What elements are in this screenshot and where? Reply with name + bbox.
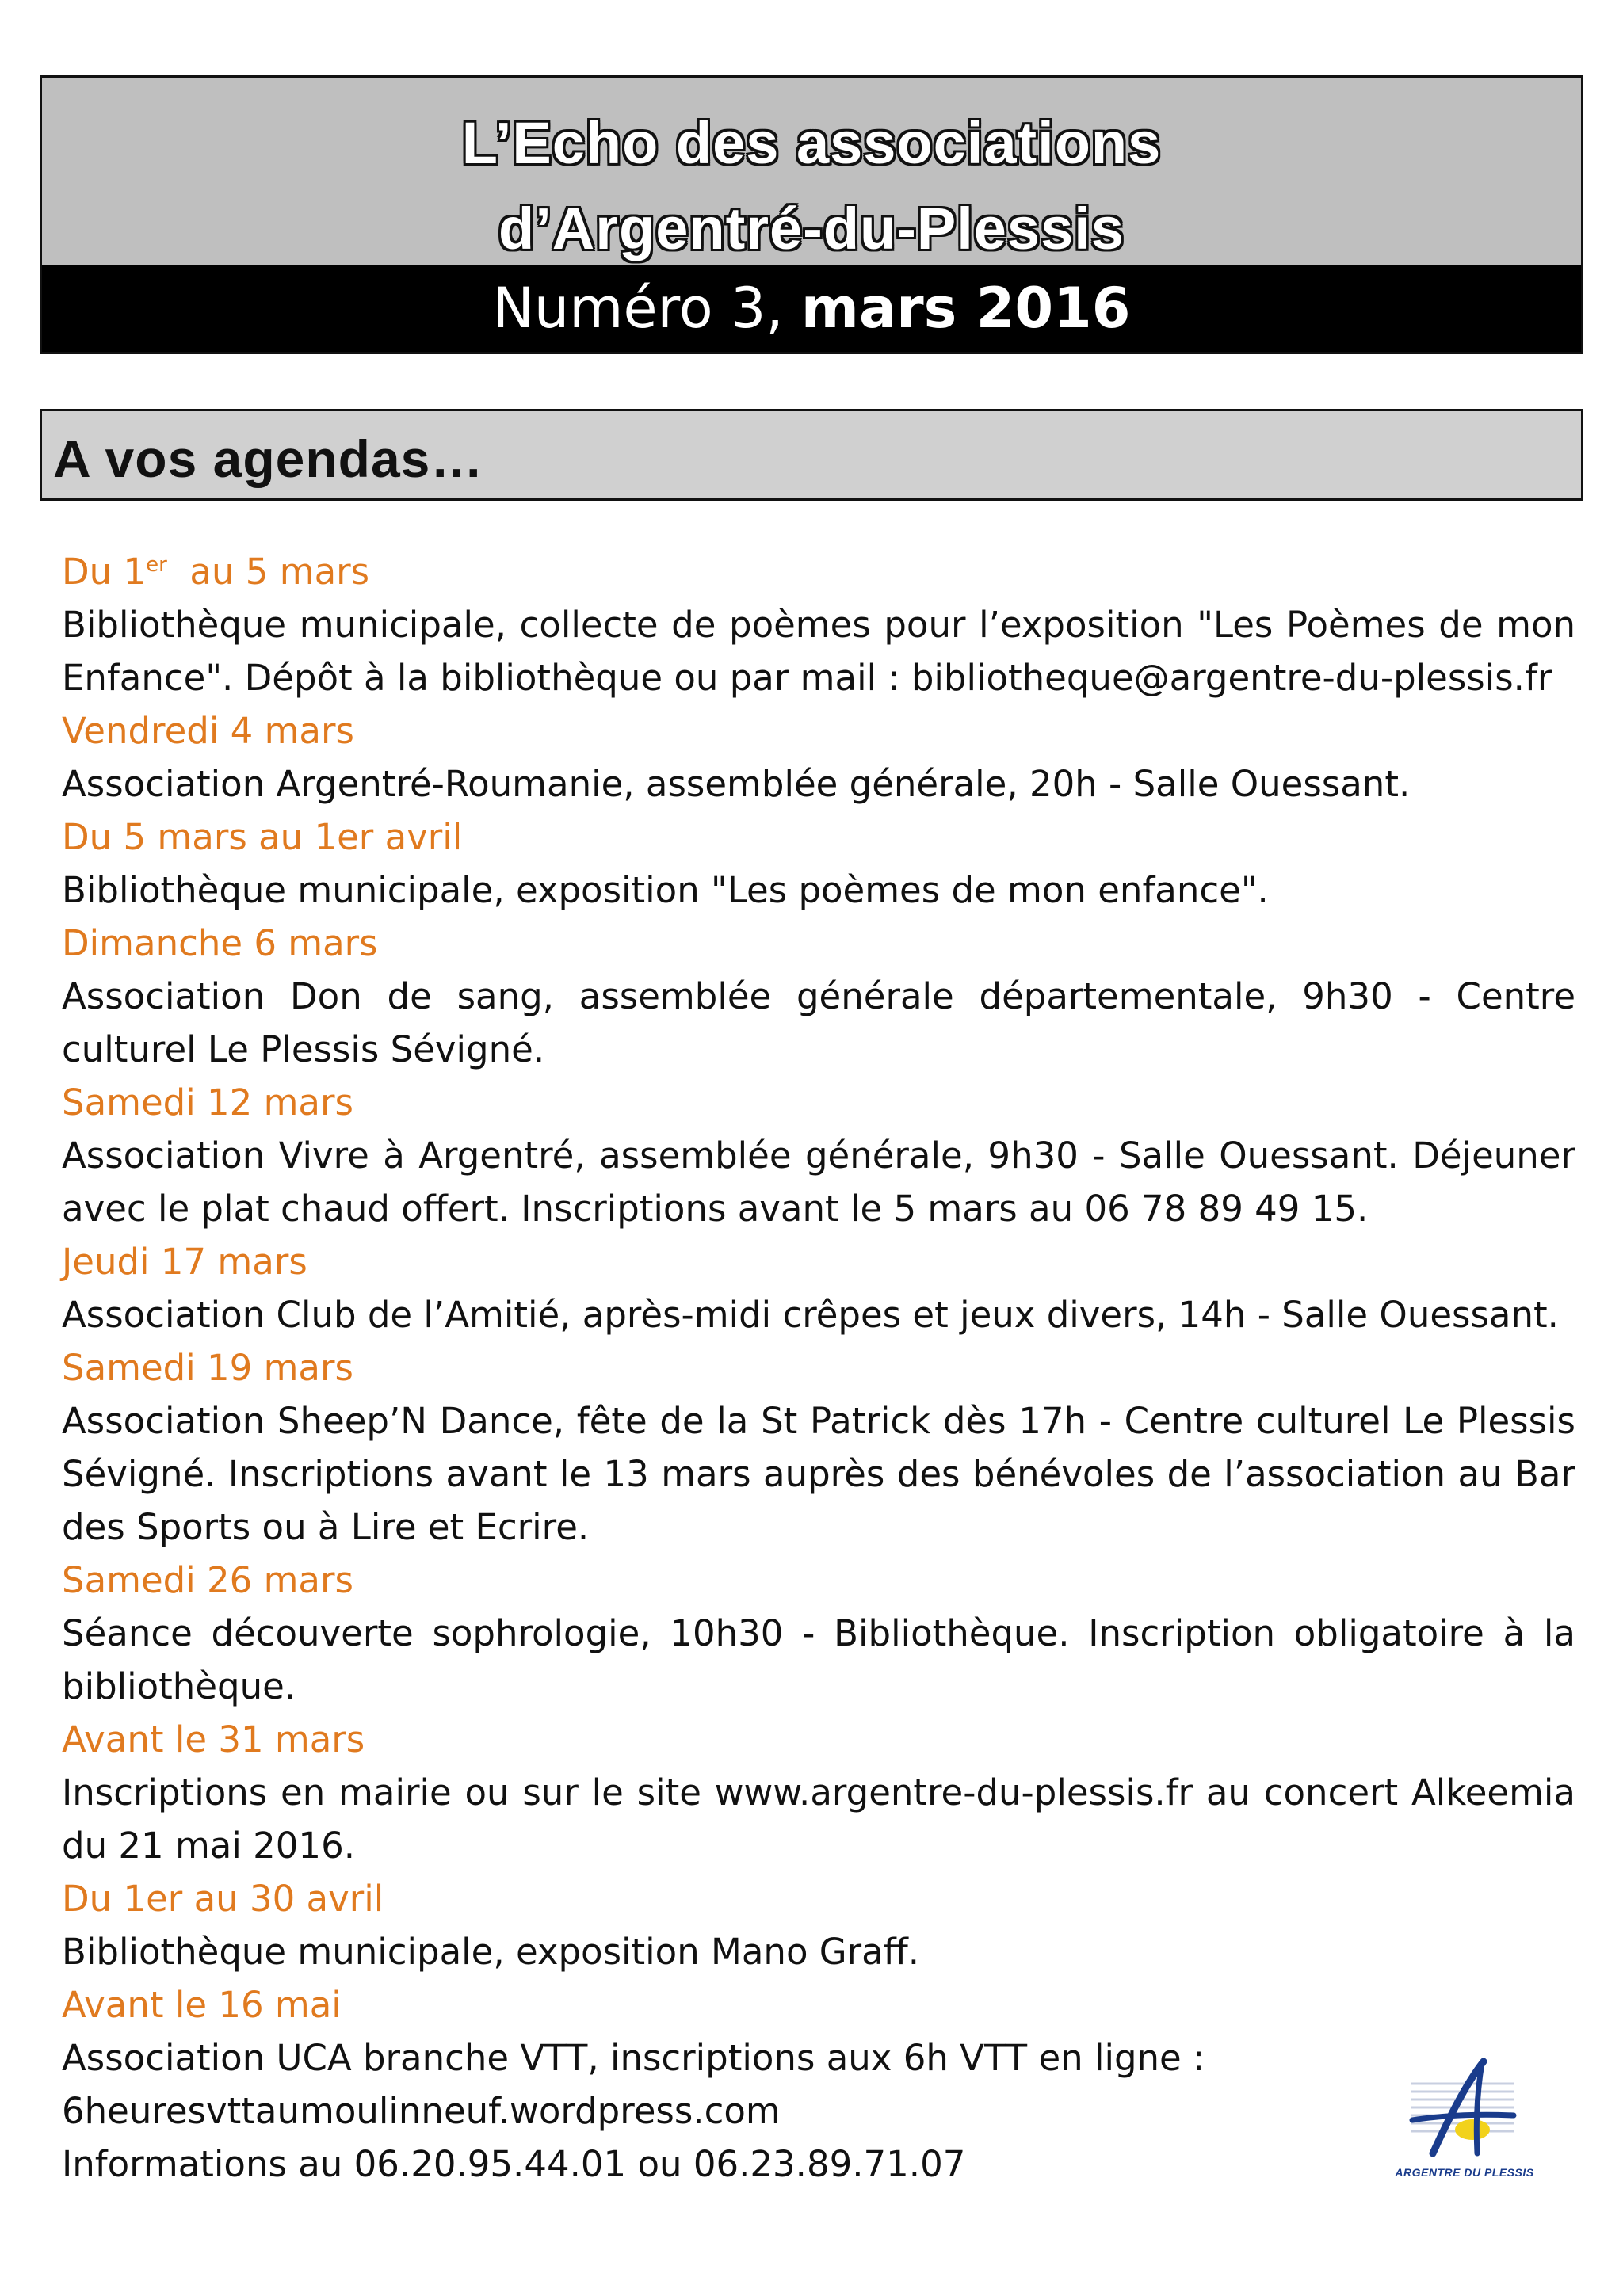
agenda-entry <box>62 1554 1575 1713</box>
entry-text: Bibliothèque municipale, collecte de poèmes pour l’exposition "Les Poèmes de mon Enfance". Dépôt à la bibliothèque ou par mail : bibliotheque@argentre-du-plessis.fr <box>62 604 1575 699</box>
entry-date-superscript: er <box>146 553 167 577</box>
section-title: A vos agendas… <box>53 429 484 488</box>
entry-date: Samedi 19 mars <box>62 1347 353 1389</box>
entry-date: Jeudi 17 mars <box>62 1241 307 1283</box>
agenda-entry <box>62 1076 1575 1235</box>
entry-text: Séance découverte sophrologie, 10h30 - Bibliothèque. Inscription obligatoire à la bibliothèque. <box>62 1612 1575 1707</box>
entry-text: Association Vivre à Argentré, assemblée générale, 9h30 - Salle Ouessant. Déjeuner avec le plat chaud offert. Inscriptions avant le 5 mars au 06 78 89 49 15. <box>62 1135 1575 1230</box>
entry-text-line: 6heuresvttaumoulinneuf.wordpress.com <box>62 2090 781 2132</box>
entry-date <box>62 539 1575 598</box>
entry-text: Association Sheep’N Dance, fête de la St Patrick dès 17h - Centre culturel Le Plessis Sévigné. Inscriptions avant le 13 mars auprès des bénévoles de l’association au Bar des Sports ou à Lire et Ecrire. <box>62 1400 1575 1548</box>
entry-text: Inscriptions en mairie ou sur le site www.argentre-du-plessis.fr au concert Alkeemia du 21 mai 2016. <box>62 1772 1575 1867</box>
entry-text: Association Club de l’Amitié, après-midi crêpes et jeux divers, 14h - Salle Ouessant. <box>62 1294 1559 1336</box>
agenda-entry <box>62 1872 1575 1978</box>
entry-text: Bibliothèque municipale, exposition Mano Graff. <box>62 1931 920 1973</box>
entry-text-line: Informations au 06.20.95.44.01 ou 06.23.89.71.07 <box>62 2143 966 2185</box>
header-title-band <box>42 78 1581 266</box>
issue-number: Numéro 3, <box>492 276 801 341</box>
agenda-list <box>62 539 1575 2191</box>
newsletter-title-line1: L’Echo des associations <box>461 110 1162 176</box>
section-header <box>40 409 1583 501</box>
entry-date: Du 5 mars au 1er avril <box>62 816 463 858</box>
issue-date: mars 2016 <box>800 276 1131 341</box>
entry-date: Avant le 31 mars <box>62 1718 365 1760</box>
agenda-entry <box>62 917 1575 1076</box>
entry-date: Samedi 26 mars <box>62 1559 353 1601</box>
newsletter-title-line2: d’Argentré-du-Plessis <box>498 196 1125 261</box>
entry-text: Association Argentré-Roumanie, assemblée générale, 20h - Salle Ouessant. <box>62 763 1411 805</box>
agenda-entry <box>62 810 1575 917</box>
agenda-entry <box>62 1341 1575 1554</box>
agenda-entry <box>62 1235 1575 1341</box>
agenda-entry <box>62 1713 1575 1872</box>
entry-date-main: Du 1 <box>62 551 147 593</box>
agenda-entry <box>62 1978 1575 2191</box>
entry-date: Vendredi 4 mars <box>62 710 354 752</box>
entry-date-rest: au 5 mars <box>166 551 370 593</box>
entry-date: Avant le 16 mai <box>62 1984 342 2026</box>
logo-caption: ARGENTRE DU PLESSIS <box>1395 2166 1534 2179</box>
argentre-du-plessis-logo-icon <box>1395 2052 1529 2171</box>
entry-text: Bibliothèque municipale, exposition "Les poèmes de mon enfance". <box>62 869 1269 911</box>
entry-text-line: Association UCA branche VTT, inscriptions aux 6h VTT en ligne : <box>62 2037 1205 2079</box>
entry-date: Du 1er au 30 avril <box>62 1878 384 1920</box>
entry-text: Association Don de sang, assemblée générale départementale, 9h30 - Centre culturel Le Plessis Sévigné. <box>62 975 1575 1070</box>
agenda-entry <box>62 704 1575 810</box>
agenda-entry <box>62 539 1575 704</box>
entry-date: Dimanche 6 mars <box>62 922 378 964</box>
entry-date: Samedi 12 mars <box>62 1081 353 1123</box>
issue-band <box>42 265 1581 352</box>
newsletter-header <box>40 75 1583 354</box>
